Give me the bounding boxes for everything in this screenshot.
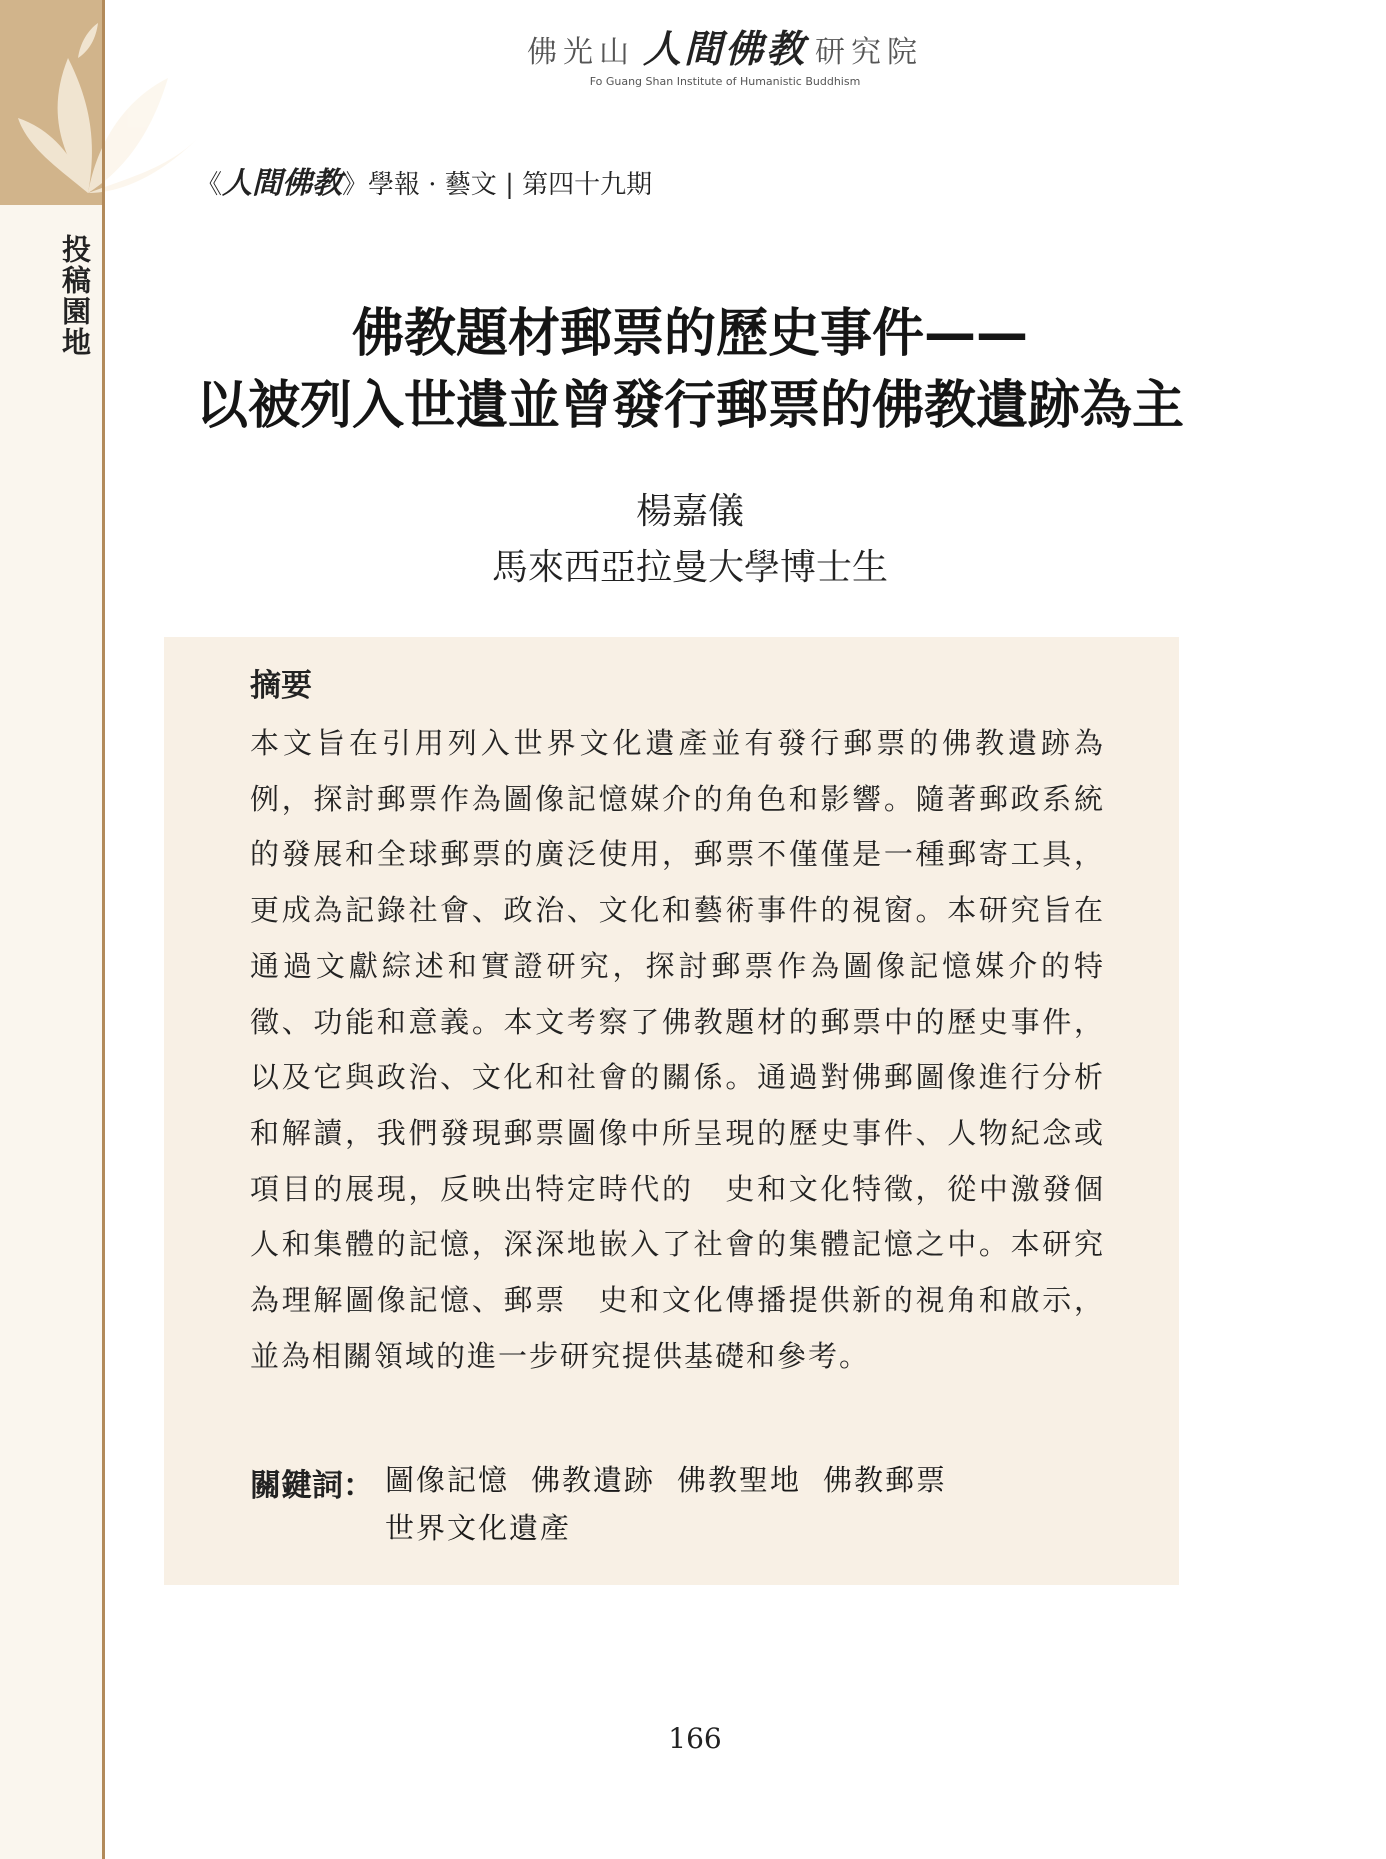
title-line-2: 以被列入世遺並曾發行郵票的佛教遺跡為主	[195, 376, 1184, 436]
institute-name	[430, 18, 1020, 73]
journal-issue: 》學報 · 藝文 | 第四十九期	[342, 170, 653, 200]
abstract-body: 本文旨在引用列入世界文化遺產並有發行郵票的佛教遺跡為例，探討郵票作為圖像記憶媒介的角色和影響。隨著郵政系統的發展和全球郵票的廣泛使用，郵票不僅僅是一種郵寄工具，更成為記錄社會、政治、文化和藝術事件的視窗。本研究旨在通過文獻綜述和實證研究，探討郵票作為圖像記憶媒介的特徵、功能和意義。本文考察了佛教題材的郵票中的歷史事件，以及它與政治、文化和社會的關係。通過對佛郵圖像進行分析和解讀，我們發現郵票圖像中所呈現的歷史事件、人物紀念或項目的展現，反映出特定時代的 史和文化特徵，從中激發個人和集體的記憶，深深地嵌入了社會的集體記憶之中。本研究為理解圖像記憶、郵票 史和文化傳播提供新的視角和啟示，並為相關領域的進一步研究提供基礎和參考。	[250, 726, 1105, 1373]
institute-english-name: Fo Guang Shan Institute of Humanistic Buddhism	[589, 75, 861, 88]
author-name: 楊嘉儀	[635, 491, 744, 532]
keyword-item: 佛教聖地	[677, 1463, 802, 1497]
keywords-label	[250, 1460, 374, 1505]
author-block	[150, 484, 1230, 596]
header-brand-text: 人間佛教	[642, 27, 807, 71]
section-tab: 投稿園地	[58, 234, 92, 358]
journal-brand: 人間佛教	[222, 166, 343, 201]
keyword-item: 圖像記憶	[385, 1463, 510, 1497]
journal-open-bracket: 《	[196, 170, 223, 200]
title-line-1: 佛教題材郵票的歷史事件——	[351, 304, 1028, 364]
lotus-flower-icon	[18, 18, 203, 203]
paper-title	[150, 298, 1230, 442]
keyword-item: 佛教郵票	[823, 1463, 948, 1497]
author-affiliation: 馬來西亞拉曼大學博士生	[491, 547, 888, 588]
header-right-text: 研究院	[815, 35, 923, 70]
keywords-list-line-2	[385, 1506, 571, 1547]
keyword-item: 世界文化遺產	[385, 1511, 572, 1545]
institute-header	[430, 18, 1020, 88]
page-number: 166	[668, 1722, 722, 1755]
abstract-heading: 摘要	[250, 668, 312, 704]
keywords-list	[385, 1458, 947, 1499]
keywords-label-text: 關鍵詞：	[250, 1468, 374, 1504]
vertical-divider	[102, 0, 105, 1859]
keyword-item: 佛教遺跡	[531, 1463, 656, 1497]
header-left-text: 佛光山	[526, 35, 635, 70]
journal-info	[196, 158, 652, 202]
